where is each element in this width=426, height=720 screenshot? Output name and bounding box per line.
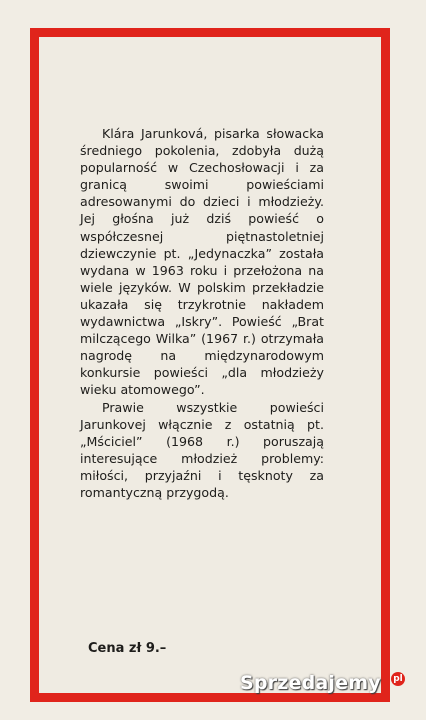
watermark-domain-badge: pl [391, 672, 405, 686]
price-label: Cena zł 9.– [88, 641, 167, 656]
blurb-paragraph-1: Klára Jarunková, pisarka słowacka średniego pokolenia, zdobyła dużą popularność w Czechosłowacji i za granicą swoimi powieściami adresowanymi do dzieci i młodzieży. Jej głośna już dziś powieść o współczesnej piętnastoletniej dziewczynie pt. „Jedynaczka” została wydana w 1963 roku i przełożona na wiele języków. W polskim przekładzie ukazała się trzykrotnie nakładem wydawnictwa „Iskry”. Powieść „Brat milczącego Wilka” (1967 r.) otrzymała nagrodę na międzynarodowym konkursie powieści „dla młodzieży wieku atomowego”. [80, 126, 324, 398]
watermark-logo: Sprzedajemy [240, 672, 381, 694]
book-blurb [80, 125, 324, 501]
blurb-paragraph-2: Prawie wszystkie powieści Jarunkovej włącznie z ostatnią pt. „Mściciel” (1968 r.) poruszają interesujące młodzież problemy: miłości, przyjaźni i tęsknoty za romantyczną przygodą. [80, 399, 324, 500]
